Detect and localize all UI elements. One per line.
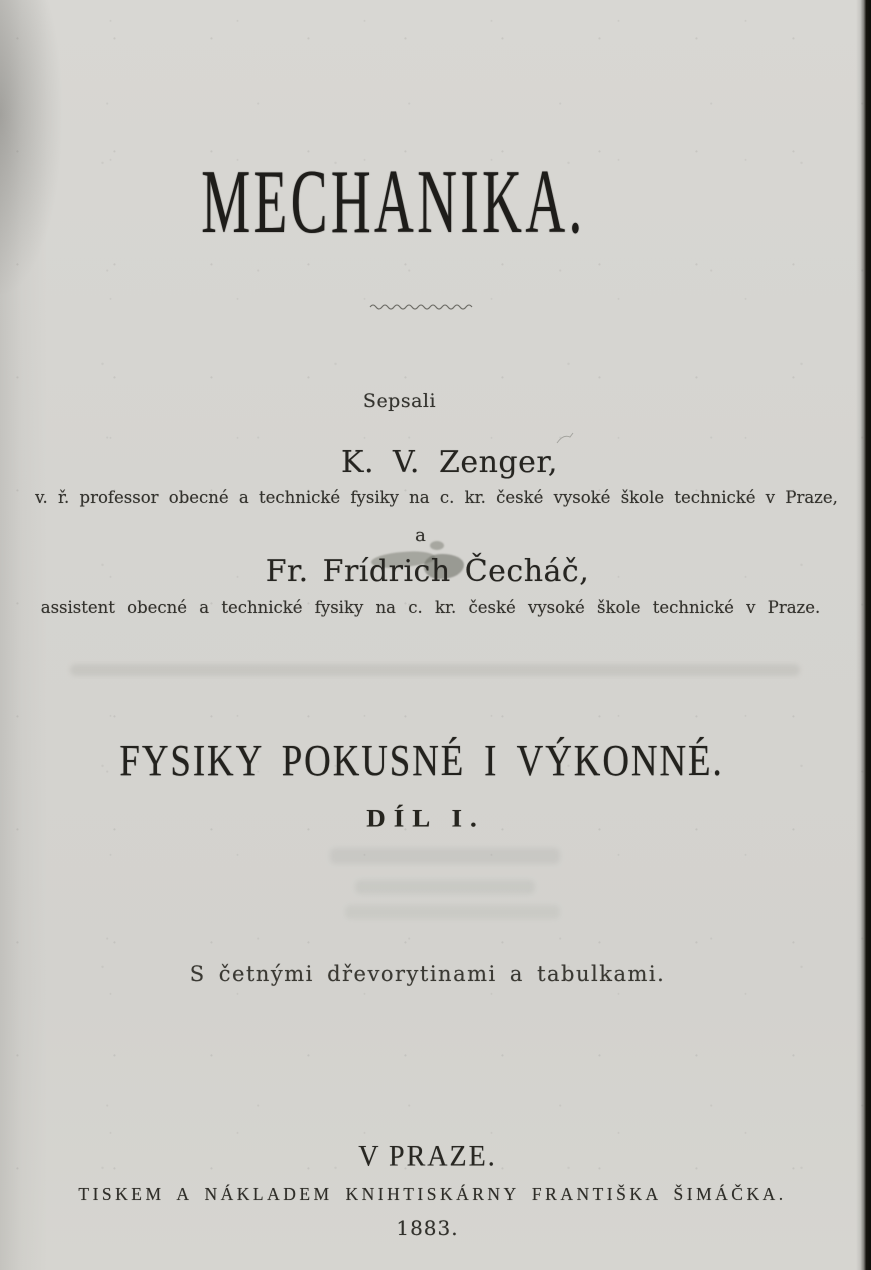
imprint-printer: TISKEM A NÁKLADEM KNIHTISKÁRNY FRANTIŠKA ŠIMÁČKA. [78, 1184, 787, 1204]
scan-edge-shadow [856, 0, 871, 1270]
author-name-zenger: K. V. Zenger, [341, 445, 558, 480]
imprint-year: 1883. [396, 1216, 459, 1240]
pencil-mark-artifact [556, 432, 578, 446]
show-through-artifact [70, 664, 800, 676]
show-through-artifact [345, 905, 560, 919]
imprint-place: V PRAZE. [358, 1140, 497, 1173]
volume-label: DÍL I. [366, 803, 485, 833]
show-through-artifact [330, 848, 560, 864]
series-title: FYSIKY POKUSNÉ I VÝKONNÉ. [119, 736, 724, 786]
illustration-note: S četnými dřevorytinami a tabulkami. [189, 962, 666, 986]
book-title: MECHANIKA. [201, 150, 586, 252]
author-role-zenger: v. ř. professor obecné a technické fysiky na c. kr. české vysoké škole technické v Praze, [35, 488, 838, 507]
show-through-artifact [355, 880, 535, 894]
ink-stain [430, 541, 444, 550]
wavy-divider-ornament [368, 300, 474, 312]
author-role-cechac: assistent obecné a technické fysiky na c. kr. české vysoké škole technické v Praze. [40, 598, 821, 617]
conjunction-a: a [415, 525, 426, 546]
author-name-cechac: Fr. Frídrich Čecháč, [265, 554, 590, 589]
byline-label: Sepsali [362, 390, 437, 412]
